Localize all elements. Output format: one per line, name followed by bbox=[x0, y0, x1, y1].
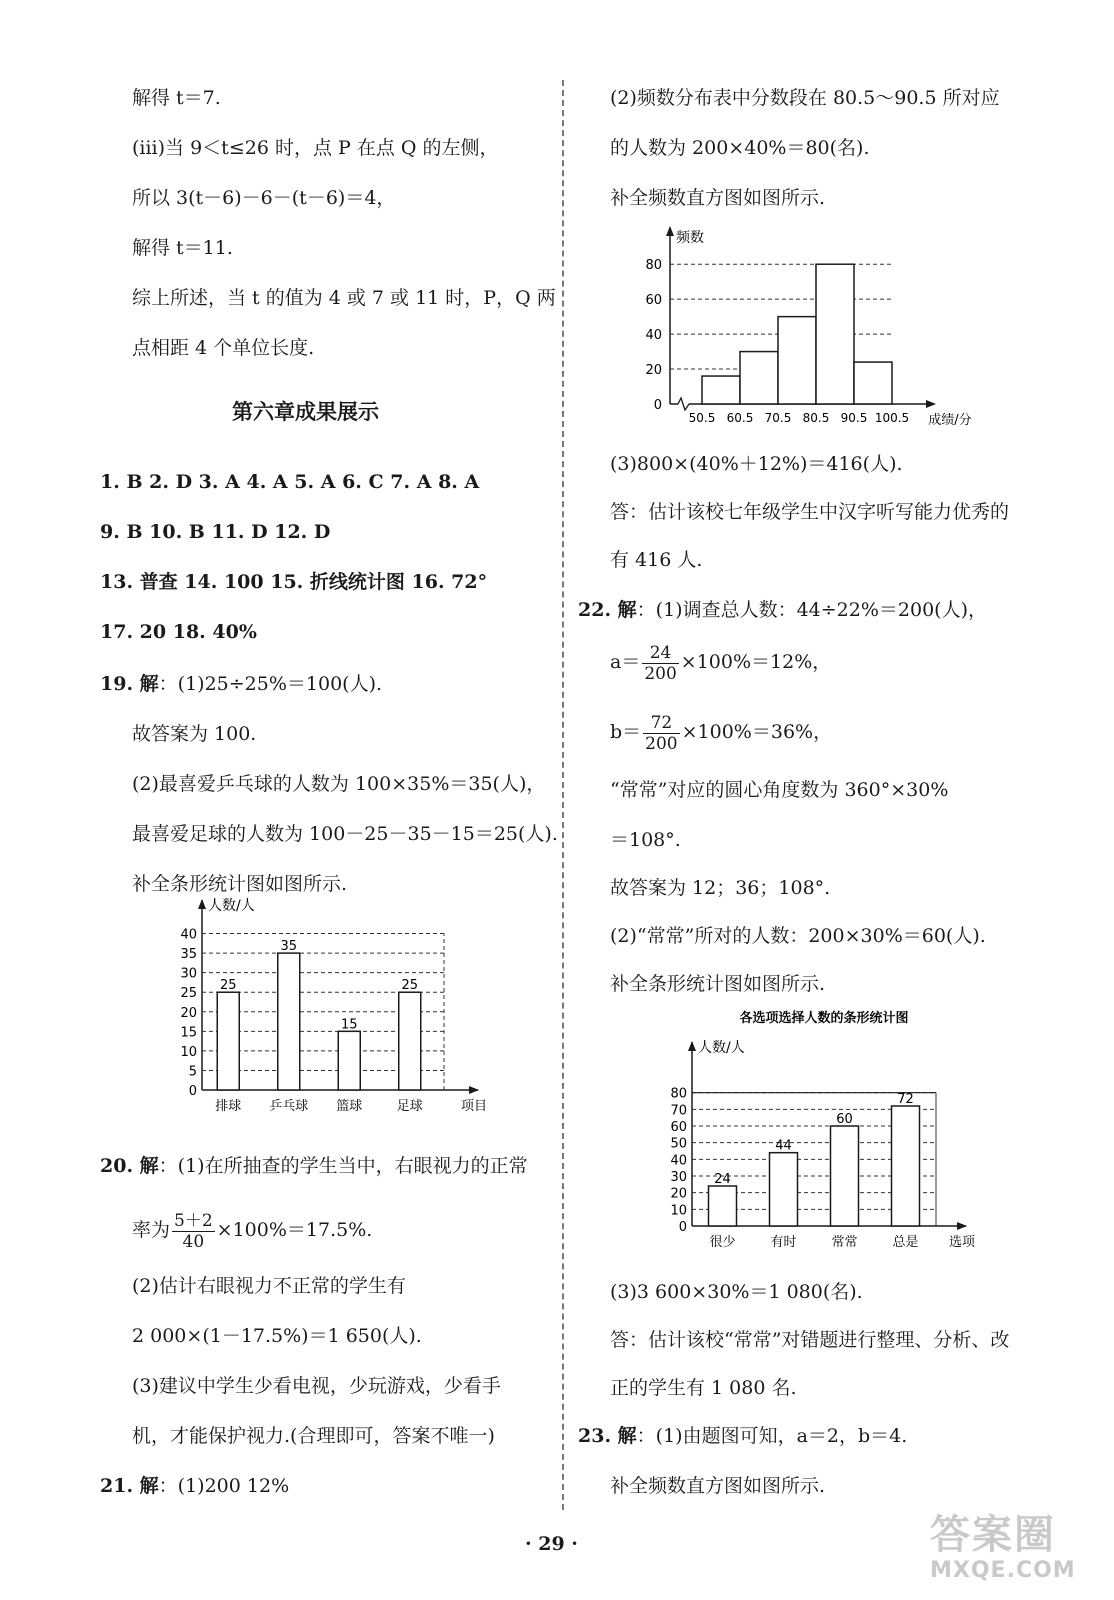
y-tick-label: 70 bbox=[670, 1103, 687, 1119]
q22-line-1: 22. 解：(1)调查总人数：44÷22%＝200(人)， bbox=[578, 599, 988, 621]
line-solve-t7: 解得 t＝7. bbox=[132, 87, 221, 109]
q19-line-5: 补全条形统计图如图所示. bbox=[132, 873, 348, 895]
data-label: 35 bbox=[280, 939, 298, 955]
y-tick-label: 25 bbox=[180, 986, 197, 1002]
bar bbox=[709, 1186, 737, 1226]
r-line-4: (3)800×(40%＋12%)＝416(人). bbox=[610, 453, 903, 475]
q19-line-1: 19. 解：(1)25÷25%＝100(人). bbox=[100, 673, 383, 695]
answers-1-8: 1. B 2. D 3. A 4. A 5. A 6. C 7. A 8. A bbox=[100, 471, 480, 493]
data-label: 72 bbox=[897, 1092, 914, 1107]
x-axis-arrow bbox=[926, 400, 936, 408]
q22-line-9: 正的学生有 1 080 名. bbox=[610, 1377, 797, 1399]
x-tick-label: 70.5 bbox=[764, 411, 792, 425]
data-label: 44 bbox=[775, 1138, 792, 1154]
y-tick-label: 30 bbox=[180, 966, 197, 982]
y-tick-label: 40 bbox=[180, 927, 197, 943]
bar bbox=[831, 1126, 859, 1226]
q20-line-5: (3)建议中学生少看电视，少玩游戏，少看手 bbox=[132, 1375, 501, 1397]
q23-line-2: 补全频数直方图如图所示. bbox=[610, 1475, 826, 1497]
answers-17-18: 17. 20 18. 40% bbox=[100, 621, 257, 643]
data-label: 25 bbox=[219, 978, 237, 994]
bar bbox=[338, 1031, 360, 1090]
y-tick-label: 0 bbox=[678, 1220, 687, 1235]
bar bbox=[770, 1153, 798, 1226]
y-tick-label: 0 bbox=[653, 398, 662, 413]
y-tick-label: 20 bbox=[645, 363, 662, 379]
x-tick-label: 乒乓球 bbox=[269, 1099, 309, 1114]
bar bbox=[892, 1106, 920, 1226]
y-tick-label: 50 bbox=[670, 1136, 687, 1152]
q22-line-5: (2)“常常”所对的人数：200×30%＝60(人). bbox=[610, 925, 986, 947]
x-tick-label: 80.5 bbox=[802, 411, 830, 425]
x-axis-label: 项目 bbox=[460, 1099, 488, 1114]
x-tick-label: 90.5 bbox=[840, 411, 868, 425]
y-tick-label: 30 bbox=[670, 1170, 687, 1185]
y-axis-arrow bbox=[688, 1041, 696, 1051]
q22-line-a: a＝ $\frac{24}{200}$ ×100%＝12%， bbox=[610, 642, 832, 684]
q20-line-6: 机，才能保护视力.(合理即可，答案不唯一) bbox=[132, 1425, 495, 1447]
x-tick-label: 很少 bbox=[709, 1235, 736, 1250]
q20-line-4: 2 000×(1－17.5%)＝1 650(人). bbox=[132, 1325, 422, 1347]
x-tick-label: 常常 bbox=[831, 1235, 858, 1250]
y-axis-label: 人数/人 bbox=[208, 898, 255, 914]
column-divider bbox=[562, 80, 564, 1510]
y-axis-label: 频数 bbox=[676, 230, 704, 246]
y-tick-label: 10 bbox=[670, 1203, 687, 1219]
x-axis-label: 选项 bbox=[948, 1235, 976, 1250]
answers-9-12: 9. B 10. B 11. D 12. D bbox=[100, 521, 331, 543]
y-axis-label: 人数/人 bbox=[698, 1040, 745, 1056]
q23-number: 23. 解 bbox=[578, 1425, 637, 1447]
histogram-bar bbox=[816, 264, 854, 404]
bar-chart-q19 bbox=[160, 892, 490, 1132]
q22-line-7: (3)3 600×30%＝1 080(名). bbox=[610, 1281, 863, 1303]
q22-number: 22. 解 bbox=[578, 599, 637, 621]
histogram-bar bbox=[702, 376, 740, 404]
q22-line-4: 故答案为 12；36；108°. bbox=[610, 877, 831, 899]
q21-line-1: 21. 解：(1)200 12% bbox=[100, 1475, 290, 1497]
y-tick-label: 60 bbox=[645, 293, 662, 309]
q22-line-3: ＝108°. bbox=[610, 829, 681, 851]
y-axis-arrow bbox=[198, 899, 206, 909]
histogram-bar bbox=[778, 317, 816, 404]
histogram-frequency bbox=[610, 218, 1010, 438]
line-case-iii: (ⅲ)当 9＜t≤26 时，点 P 在点 Q 的左侧， bbox=[132, 137, 499, 159]
fraction-a: $\frac{24}{200}$ bbox=[644, 642, 677, 684]
x-axis-label: 成绩/分 bbox=[928, 413, 972, 428]
x-tick-label: 排球 bbox=[215, 1099, 242, 1114]
watermark: 答案圈 MXQE.COM bbox=[930, 1512, 1076, 1583]
x-tick-label: 总是 bbox=[892, 1235, 919, 1250]
chapter-heading: 第六章成果展示 bbox=[232, 400, 379, 424]
bar bbox=[278, 953, 300, 1090]
x-axis-arrow bbox=[469, 1086, 479, 1094]
fraction-b: $\frac{72}{200}$ bbox=[645, 712, 678, 754]
bar bbox=[217, 992, 239, 1090]
q19-number: 19. 解 bbox=[100, 673, 159, 695]
q20-line-2: 率为 $\frac{5+2}{40}$ ×100%＝17.5%. bbox=[132, 1210, 373, 1252]
q22-line-8: 答：估计该校“常常”对错题进行整理、分析、改 bbox=[610, 1329, 1010, 1351]
q20-line-3: (2)估计右眼视力不正常的学生有 bbox=[132, 1275, 406, 1297]
r-line-1: (2)频数分布表中分数段在 80.5～90.5 所对应 bbox=[610, 87, 1000, 109]
y-tick-label: 10 bbox=[180, 1044, 197, 1060]
data-label: 25 bbox=[401, 978, 419, 994]
x-tick-label: 足球 bbox=[396, 1099, 423, 1114]
fraction: $\frac{5+2}{40}$ bbox=[174, 1210, 213, 1252]
y-tick-label: 20 bbox=[180, 1005, 197, 1021]
q19-line-4: 最喜爱足球的人数为 100－25－35－15＝25(人). bbox=[132, 823, 558, 845]
y-tick-label: 15 bbox=[180, 1025, 197, 1041]
q20-number: 20. 解 bbox=[100, 1155, 159, 1177]
q22-line-6: 补全条形统计图如图所示. bbox=[610, 973, 826, 995]
q22-line-2: “常常”对应的圆心角度数为 360°×30% bbox=[610, 779, 949, 801]
y-tick-label: 5 bbox=[188, 1064, 197, 1080]
chart-title: 各选项选择人数的条形统计图 bbox=[739, 1011, 909, 1026]
line-solve-t11: 解得 t＝11. bbox=[132, 237, 233, 259]
line-equation: 所以 3(t－6)－6－(t－6)＝4， bbox=[132, 187, 396, 209]
y-axis-arrow bbox=[666, 226, 674, 236]
r-line-5: 答：估计该校七年级学生中汉字听写能力优秀的 bbox=[610, 501, 1010, 523]
data-label: 24 bbox=[714, 1172, 731, 1187]
r-line-6: 有 416 人. bbox=[610, 549, 703, 571]
q19-line-3: (2)最喜爱乒乓球的人数为 100×35%＝35(人)， bbox=[132, 773, 546, 795]
x-tick-label: 篮球 bbox=[336, 1099, 363, 1114]
x-tick-label: 有时 bbox=[770, 1235, 797, 1250]
y-tick-label: 20 bbox=[670, 1186, 687, 1202]
data-label: 15 bbox=[340, 1017, 358, 1033]
r-line-2: 的人数为 200×40%＝80(名). bbox=[610, 137, 870, 159]
y-tick-label: 0 bbox=[188, 1084, 197, 1099]
y-tick-label: 40 bbox=[645, 328, 662, 344]
x-axis-arrow bbox=[957, 1222, 967, 1230]
line-summary-1: 综上所述，当 t 的值为 4 或 7 或 11 时，P，Q 两 bbox=[132, 287, 556, 309]
y-tick-label: 35 bbox=[180, 947, 197, 963]
x-tick-label: 50.5 bbox=[688, 411, 716, 425]
y-tick-label: 60 bbox=[670, 1120, 687, 1135]
x-tick-label: 100.5 bbox=[874, 411, 910, 425]
q21-number: 21. 解 bbox=[100, 1475, 159, 1497]
q20-line-1: 20. 解：(1)在所抽查的学生当中，右眼视力的正常 bbox=[100, 1155, 528, 1177]
x-tick-label: 60.5 bbox=[726, 411, 754, 425]
y-tick-label: 80 bbox=[670, 1086, 687, 1102]
q19-line-2: 故答案为 100. bbox=[132, 723, 257, 745]
page-number: · 29 · bbox=[525, 1533, 578, 1555]
answers-13-16: 13. 普查 14. 100 15. 折线统计图 16. 72° bbox=[100, 571, 488, 593]
y-tick-label: 40 bbox=[670, 1153, 687, 1169]
bar bbox=[399, 992, 421, 1090]
histogram-bar bbox=[740, 352, 778, 404]
q23-line-1: 23. 解：(1)由题图可知，a＝2，b＝4. bbox=[578, 1425, 908, 1447]
r-line-3: 补全频数直方图如图所示. bbox=[610, 187, 826, 209]
y-tick-label: 80 bbox=[645, 258, 662, 274]
histogram-bar bbox=[854, 362, 892, 404]
data-label: 60 bbox=[836, 1112, 853, 1127]
bar-chart-q22 bbox=[650, 1008, 980, 1258]
line-summary-2: 点相距 4 个单位长度. bbox=[132, 337, 315, 359]
x-axis-break bbox=[678, 398, 689, 410]
q22-line-b: b＝ $\frac{72}{200}$ ×100%＝36%， bbox=[610, 712, 833, 754]
